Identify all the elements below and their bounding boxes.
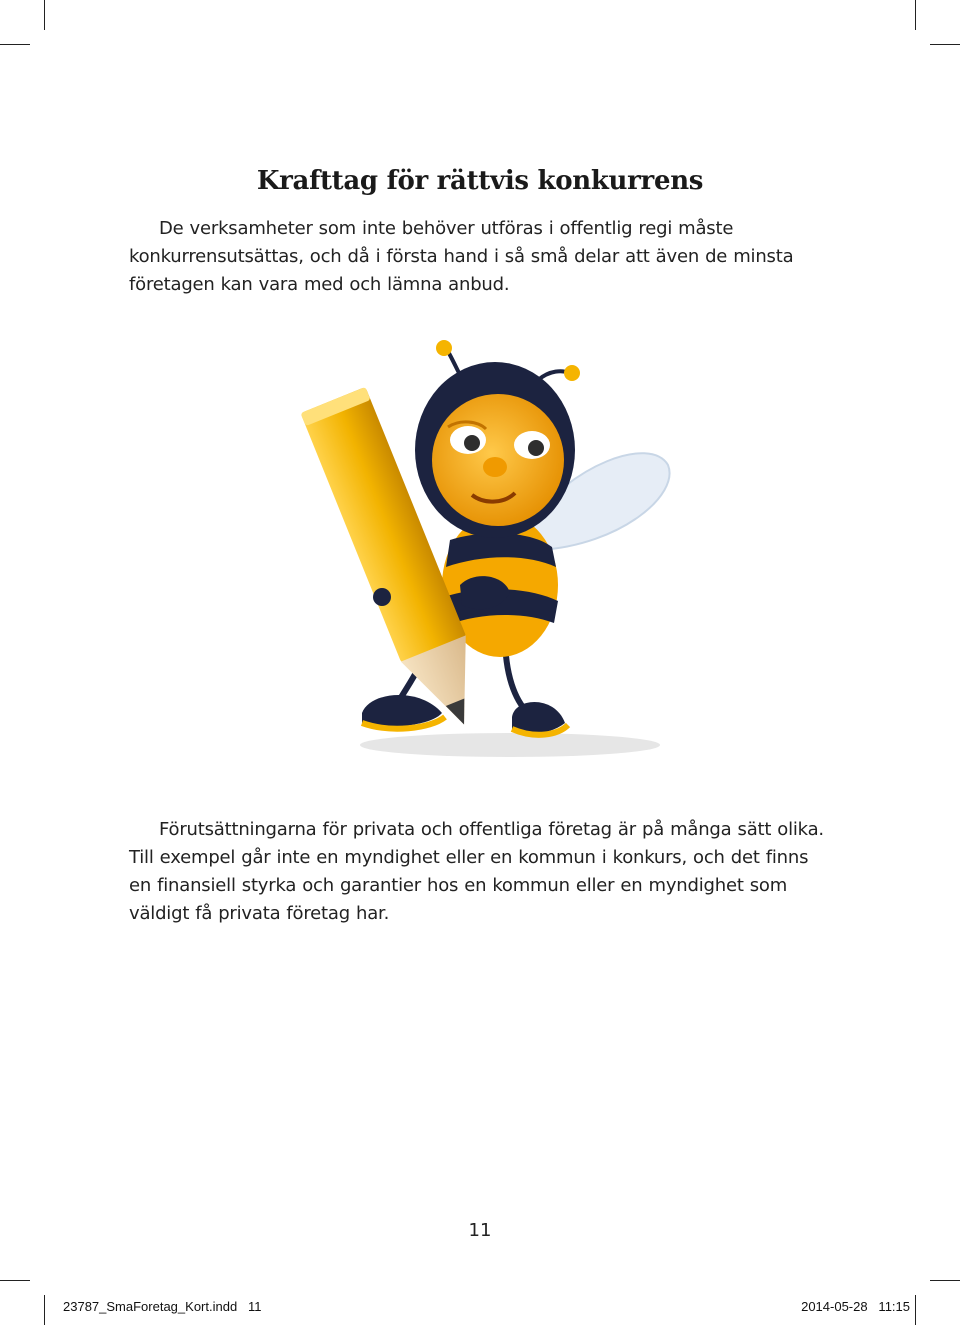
- paragraph-conditions: Förutsättningarna för privata och offentliga företag är på många sätt olika. Till exempel går inte en myndighet eller en kommun i konkurs, och det finns en finansiell styrka och garantier hos en kommun eller en myndighet som väldigt få privata företag har.: [129, 819, 824, 924]
- print-slug-timestamp: 2014-05-28 11:15: [801, 1299, 910, 1314]
- print-slug-file: 23787_SmaForetag_Kort.indd 11: [63, 1299, 262, 1314]
- paragraph-intro: De verksamheter som inte behöver utföras i offentlig regi måste konkurrensutsättas, och då i första hand i så små delar att även de minsta företagen kan vara med och lämna anbud.: [129, 218, 794, 295]
- bee-with-pencil-illustration: [300, 335, 690, 775]
- page-number: 11: [468, 1220, 492, 1241]
- crop-mark: [44, 0, 45, 30]
- crop-mark: [915, 0, 916, 30]
- crop-mark: [0, 1280, 30, 1281]
- crop-mark: [915, 1295, 916, 1325]
- crop-mark: [0, 44, 30, 45]
- crop-mark: [44, 1295, 45, 1325]
- crop-mark: [930, 1280, 960, 1281]
- crop-mark: [930, 44, 960, 45]
- page-title: Krafttag för rättvis konkurrens: [256, 166, 704, 196]
